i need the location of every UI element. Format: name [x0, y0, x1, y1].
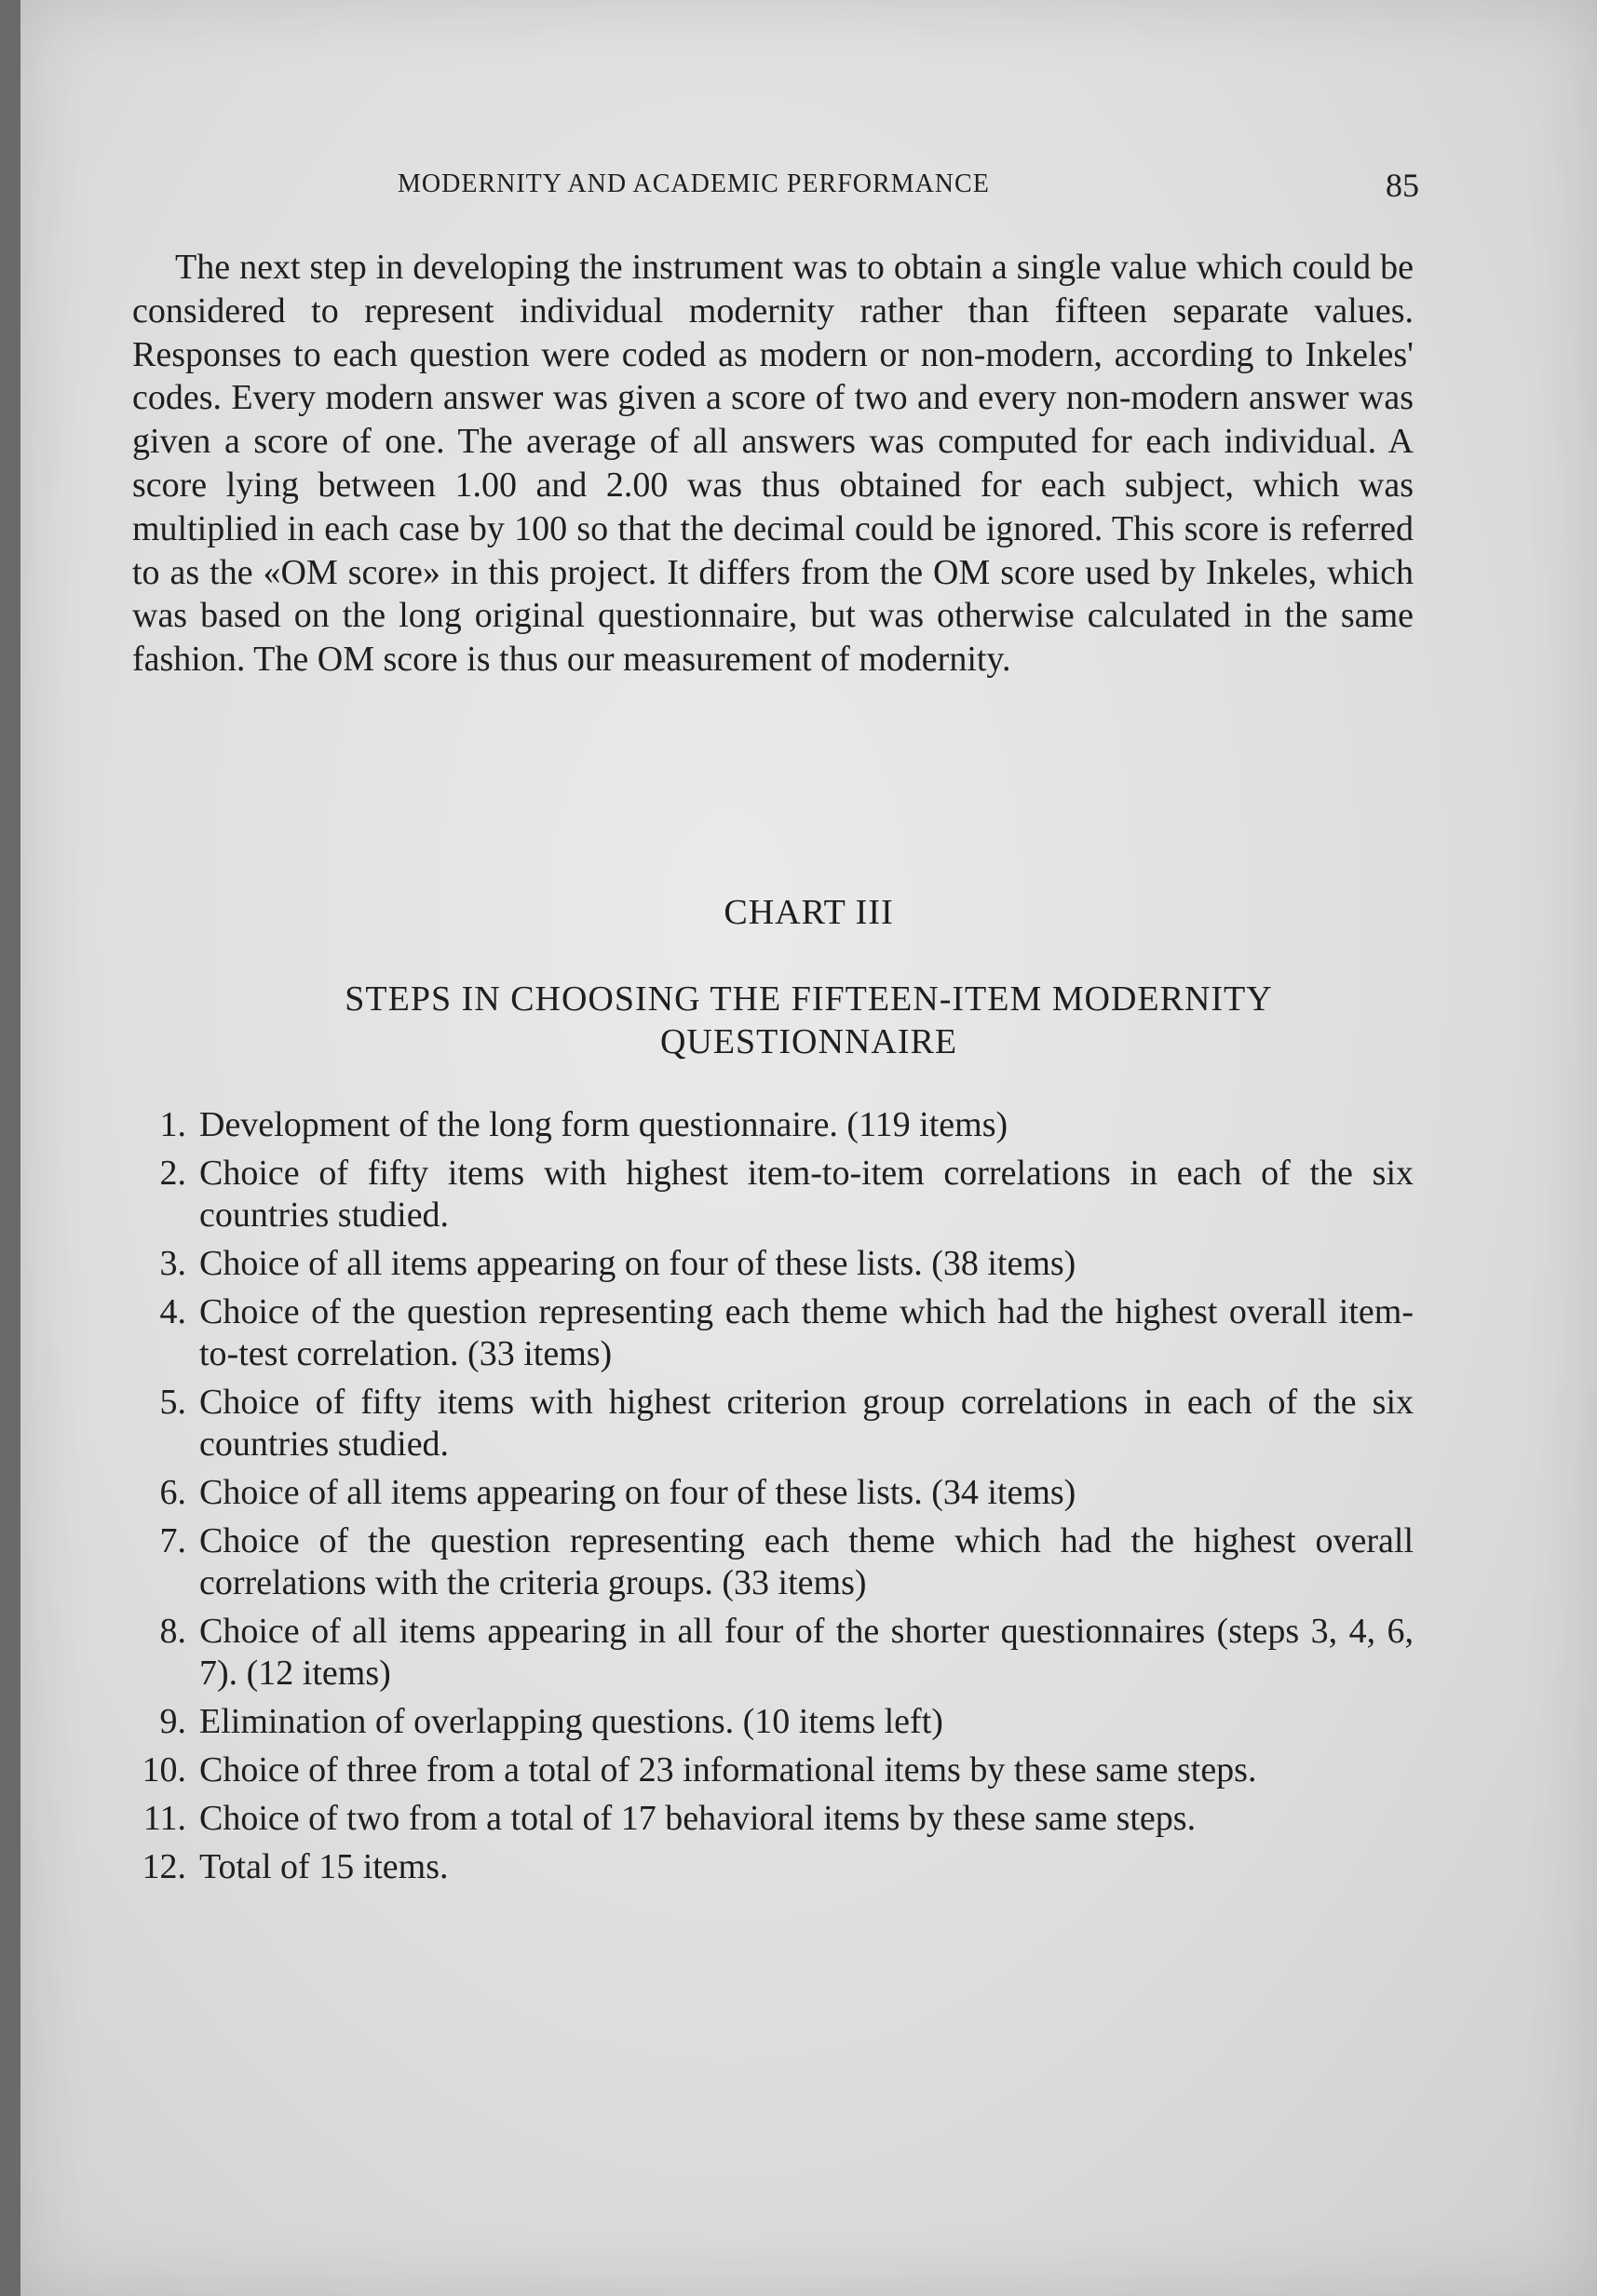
running-title: MODERNITY AND ACADEMIC PERFORMANCE: [398, 169, 990, 198]
step-number: 3.: [159, 1244, 186, 1283]
page-number: 85: [1386, 167, 1419, 204]
body-paragraph: The next step in developing the instrument was to obtain a single value which could be considered to represent individual modernity rather than fifteen separate values. Responses to each question were coded as modern or non-modern, according to Inkeles' codes. Every modern answer was given a score of two and every non-modern answer was given a score of one. The average of all answers was computed for each individual. A score lying between 1.00 and 2.00 was thus obtained for each subject, which was multiplied in each case by 100 so that the decimal could be ignored. This score is referred to as the «OM score» in this project. It differs from the OM score used by Inkeles, which was based on the long original questionnaire, but was otherwise calculated in the same fashion. The OM score is thus our measurement of modernity.: [132, 248, 1414, 680]
step-number: 12.: [142, 1847, 186, 1886]
step-item: [95, 1611, 1414, 1695]
step-number: 5.: [159, 1383, 186, 1422]
chart-title-line-2: QUESTIONNAIRE: [659, 1022, 958, 1061]
step-number: 4.: [159, 1292, 186, 1331]
step-text: Choice of the question representing each theme which had the highest overall correlations with the criteria groups. (33 items): [199, 1521, 1414, 1602]
step-number: 7.: [159, 1521, 186, 1560]
steps-list: [95, 1104, 1414, 1895]
step-item: [95, 1153, 1414, 1236]
chart-title-line-1: STEPS IN CHOOSING THE FIFTEEN-ITEM MODERNITY: [345, 979, 1273, 1019]
step-number: 10.: [142, 1750, 186, 1790]
step-text: Total of 15 items.: [199, 1847, 449, 1886]
step-text: Choice of all items appearing on four of these lists. (34 items): [199, 1473, 1076, 1512]
step-text: Choice of fifty items with highest item-to-item correlations in each of the six countries studied.: [199, 1154, 1414, 1235]
step-number: 6.: [159, 1473, 186, 1512]
step-item: [95, 1382, 1414, 1465]
step-item: [95, 1243, 1414, 1285]
step-item: [95, 1749, 1414, 1791]
step-text: Choice of two from a total of 17 behavioral items by these same steps.: [199, 1799, 1197, 1838]
chart-label: CHART III: [724, 893, 894, 932]
book-page: [20, 0, 1597, 2296]
step-item: [95, 1798, 1414, 1840]
step-text: Choice of three from a total of 23 informational items by these same steps.: [199, 1750, 1257, 1790]
step-item: [95, 1701, 1414, 1743]
step-item: [95, 1472, 1414, 1514]
step-number: 9.: [159, 1702, 186, 1741]
step-text: Choice of all items appearing in all four of the shorter questionnaires (steps 3, 4, 6, 7). (12 items): [199, 1612, 1414, 1693]
step-text: Choice of fifty items with highest criterion group correlations in each of the six countries studied.: [199, 1383, 1414, 1464]
step-text: Choice of the question representing each theme which had the highest overall item-to-test correlation. (33 items): [199, 1292, 1414, 1373]
step-item: [95, 1291, 1414, 1375]
step-number: 1.: [159, 1105, 186, 1144]
step-text: Elimination of overlapping questions. (10 items left): [199, 1702, 943, 1741]
step-item: [95, 1520, 1414, 1604]
step-text: Development of the long form questionnaire. (119 items): [199, 1105, 1008, 1144]
step-number: 8.: [159, 1612, 186, 1651]
step-item: [95, 1846, 1414, 1888]
step-number: 11.: [142, 1799, 186, 1838]
step-text: Choice of all items appearing on four of these lists. (38 items): [199, 1244, 1076, 1283]
step-number: 2.: [159, 1154, 186, 1193]
step-item: [95, 1104, 1414, 1146]
chart-title: [20, 978, 1597, 1063]
running-header: [20, 166, 1597, 207]
